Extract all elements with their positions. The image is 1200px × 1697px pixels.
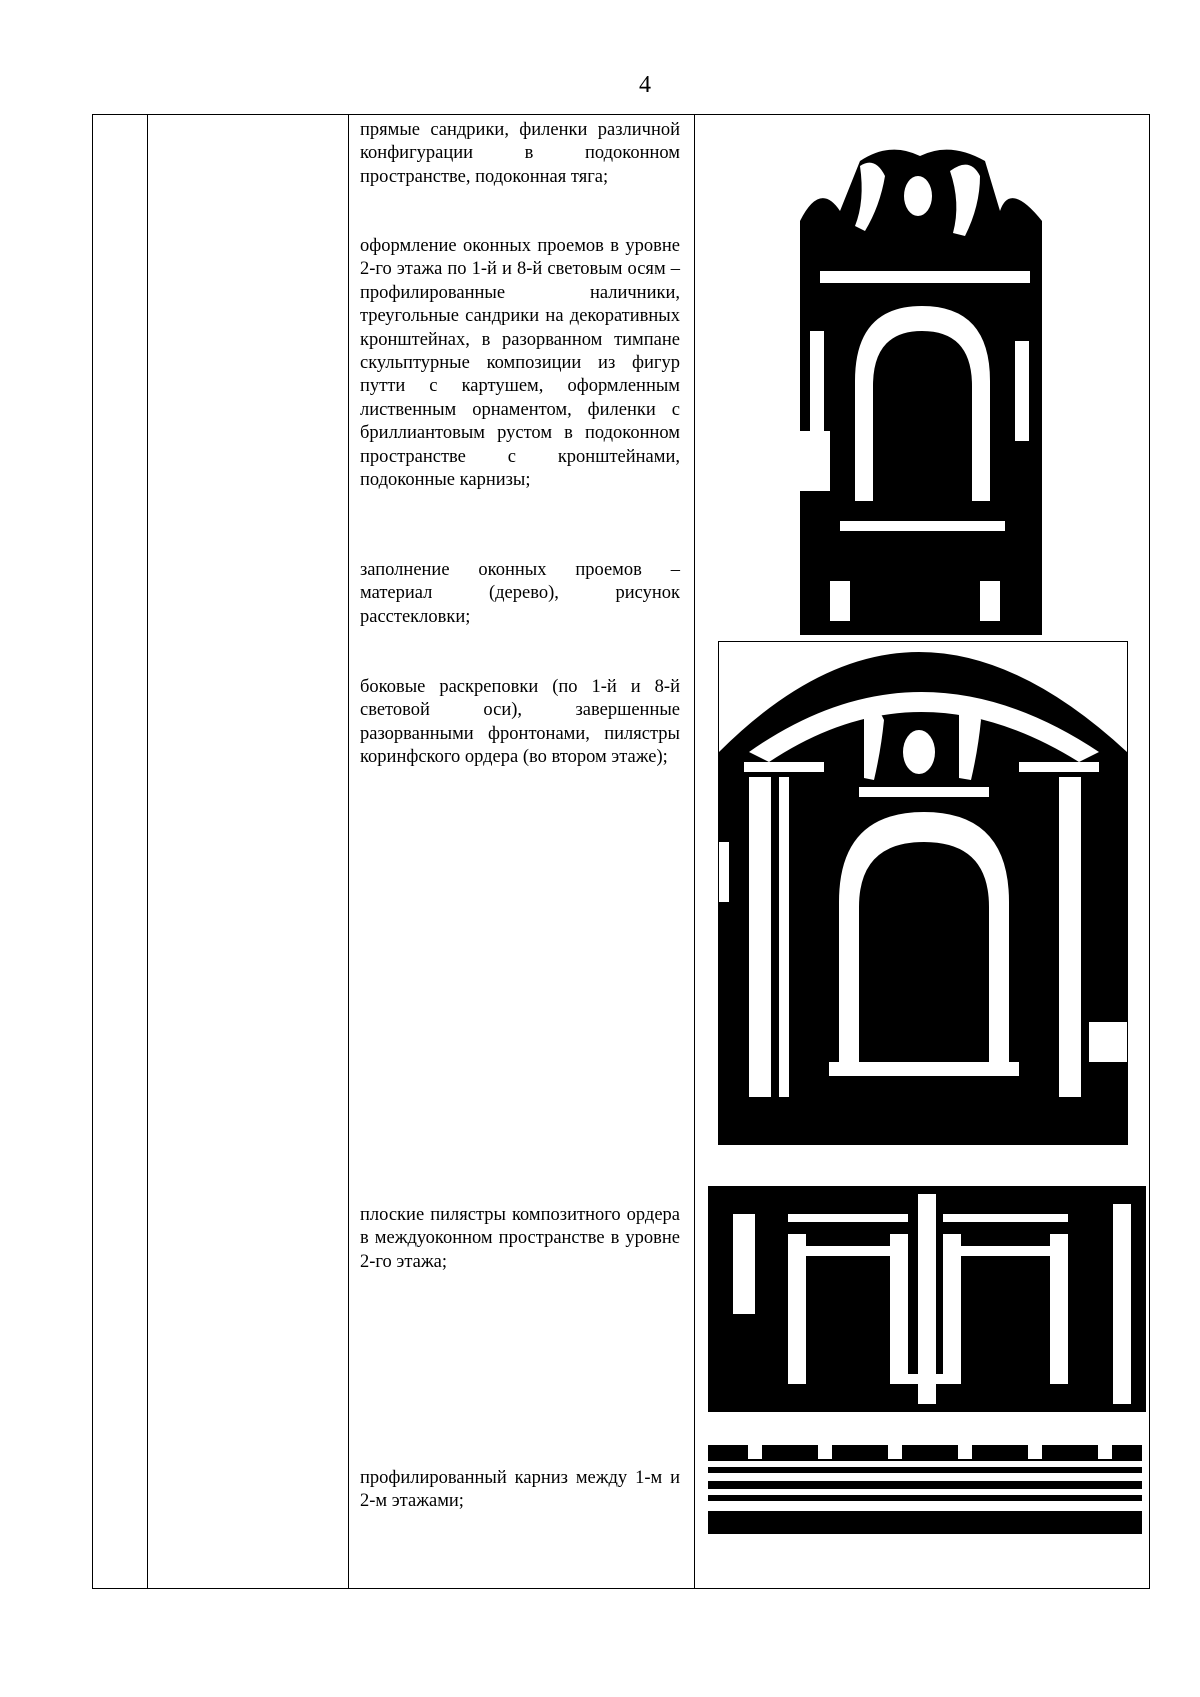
description-paragraph: заполнение оконных проемов – материал (дерево), рисунок расстекловки; [360,560,680,627]
description-paragraph: оформление оконных проемов в уровне 2-го этажа по 1-й и 8-й световым осям – профилированные наличники, треугольные сандрики на декоративных кронштейнах, в разорванном тимпане скульптурные композиции из фигур путти с картушем, оформленным лиственным орнаментом, филенки с бриллиантовым рустом в подоконном пространстве с кронштейнами, подоконные карнизы; [360,236,680,491]
description-cell [349,115,695,1589]
photo-cell [695,115,1150,1589]
table-row [93,115,1150,1589]
description-paragraph: прямые сандрики, филенки различной конфигурации в подоконном пространстве, подоконная тяга; [360,120,680,187]
description-paragraph: боковые раскреповки (по 1-й и 8-й световой оси), завершенные разорванными фронтонами, пилястры коринфского ордера (во втором этаже); [360,677,680,768]
description-table [92,114,1150,1589]
pediment-putti-photo [718,641,1128,1145]
name-cell [148,115,349,1589]
cornice-photo [708,1439,1142,1534]
page-number: 4 [639,72,651,98]
description-paragraph: плоские пилястры композитного ордера в междуоконном пространстве в уровне 2-го этажа; [360,1205,680,1272]
pilasters-windows-photo [708,1174,1146,1412]
number-cell [93,115,148,1589]
arched-window-sculpture-photo [800,141,1042,635]
description-paragraph: профилированный карниз между 1-м и 2-м этажами; [360,1468,680,1512]
